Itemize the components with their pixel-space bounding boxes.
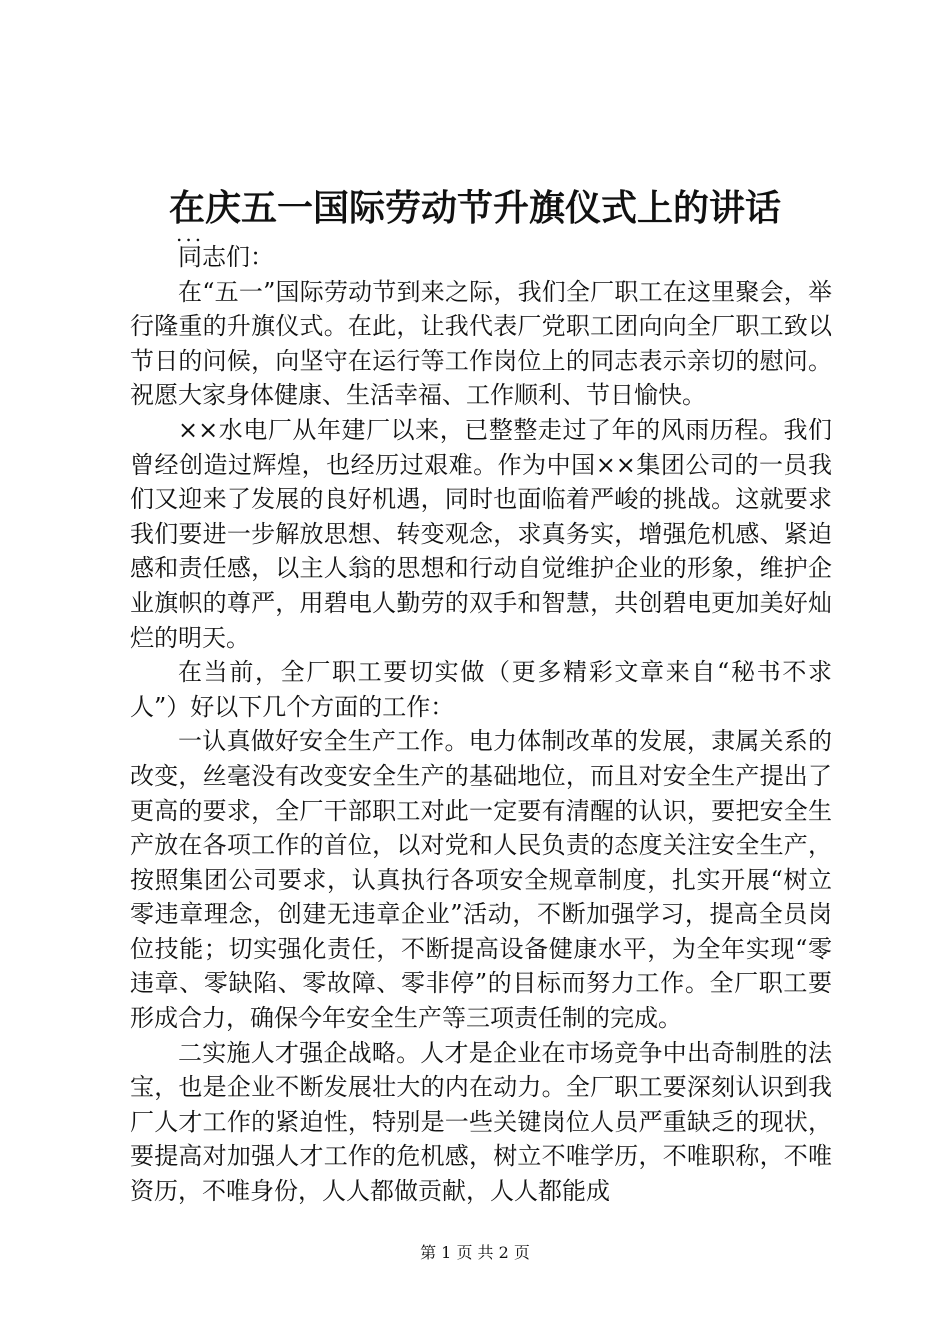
paragraph-tasks: 在当前，全厂职工要切实做（更多精彩文章来自“秘书不求人”）好以下几个方面的工作： xyxy=(130,658,832,721)
ellipsis-marker: ... xyxy=(176,222,205,246)
paragraph-history: ××水电厂从年建厂以来，已整整走过了年的风雨历程。我们曾经创造过辉煌，也经历过艰难。作为中国××集团公司的一员我们又迎来了发展的良好机遇，同时也面临着严峻的挑战。这就要求我们要进一步解放思想、转变观念，求真务实，增强危机感、紧迫感和责任感，以主人翁的思想和行动自觉维护企业的形象，维护企业旗帜的尊严，用碧电人勤劳的双手和智慧，共创碧电更加美好灿烂的明天。 xyxy=(130,415,832,652)
page-title: 在庆五一国际劳动节升旗仪式上的讲话 xyxy=(168,187,781,229)
paragraph-talent: 二实施人才强企战略。人才是企业在市场竞争中出奇制胜的法宝，也是企业不断发展壮大的内在动力。全厂职工要深刻认识到我厂人才工作的紧迫性，特别是一些关键岗位人员严重缺乏的现状，要提高对加强人才工作的危机感，树立不唯学历，不唯职称，不唯资历，不唯身份，人人都做贡献，人人都能成 xyxy=(130,1038,832,1206)
salutation: 同志们： xyxy=(178,243,274,271)
page-number-footer: 第 1 页 共 2 页 xyxy=(420,1243,530,1262)
paragraph-intro: 在“五一”国际劳动节到来之际，我们全厂职工在这里聚会，举行隆重的升旗仪式。在此，让我代表厂党职工团向向全厂职工致以节日的问候，向坚守在运行等工作岗位上的同志表示亲切的慰问。祝愿大家身体健康、生活幸福、工作顺利、节日愉快。 xyxy=(130,277,832,410)
document-body xyxy=(130,240,832,1209)
paragraph-safety: 一认真做好安全生产工作。电力体制改革的发展，隶属关系的改变，丝毫没有改变安全生产的基础地位，而且对安全生产提出了更高的要求，全厂干部职工对此一定要有清醒的认识，要把安全生产放在各项工作的首位，以对党和人民负责的态度关注安全生产，按照集团公司要求，认真执行各项安全规章制度，扎实开展“树立零违章理念，创建无违章企业”活动，不断加强学习，提高全员岗位技能；切实强化责任，不断提高设备健康水平，为全年实现“零违章、零缺陷、零故障、零非停”的目标而努力工作。全厂职工要形成合力，确保今年安全生产等三项责任制的完成。 xyxy=(130,727,832,1033)
